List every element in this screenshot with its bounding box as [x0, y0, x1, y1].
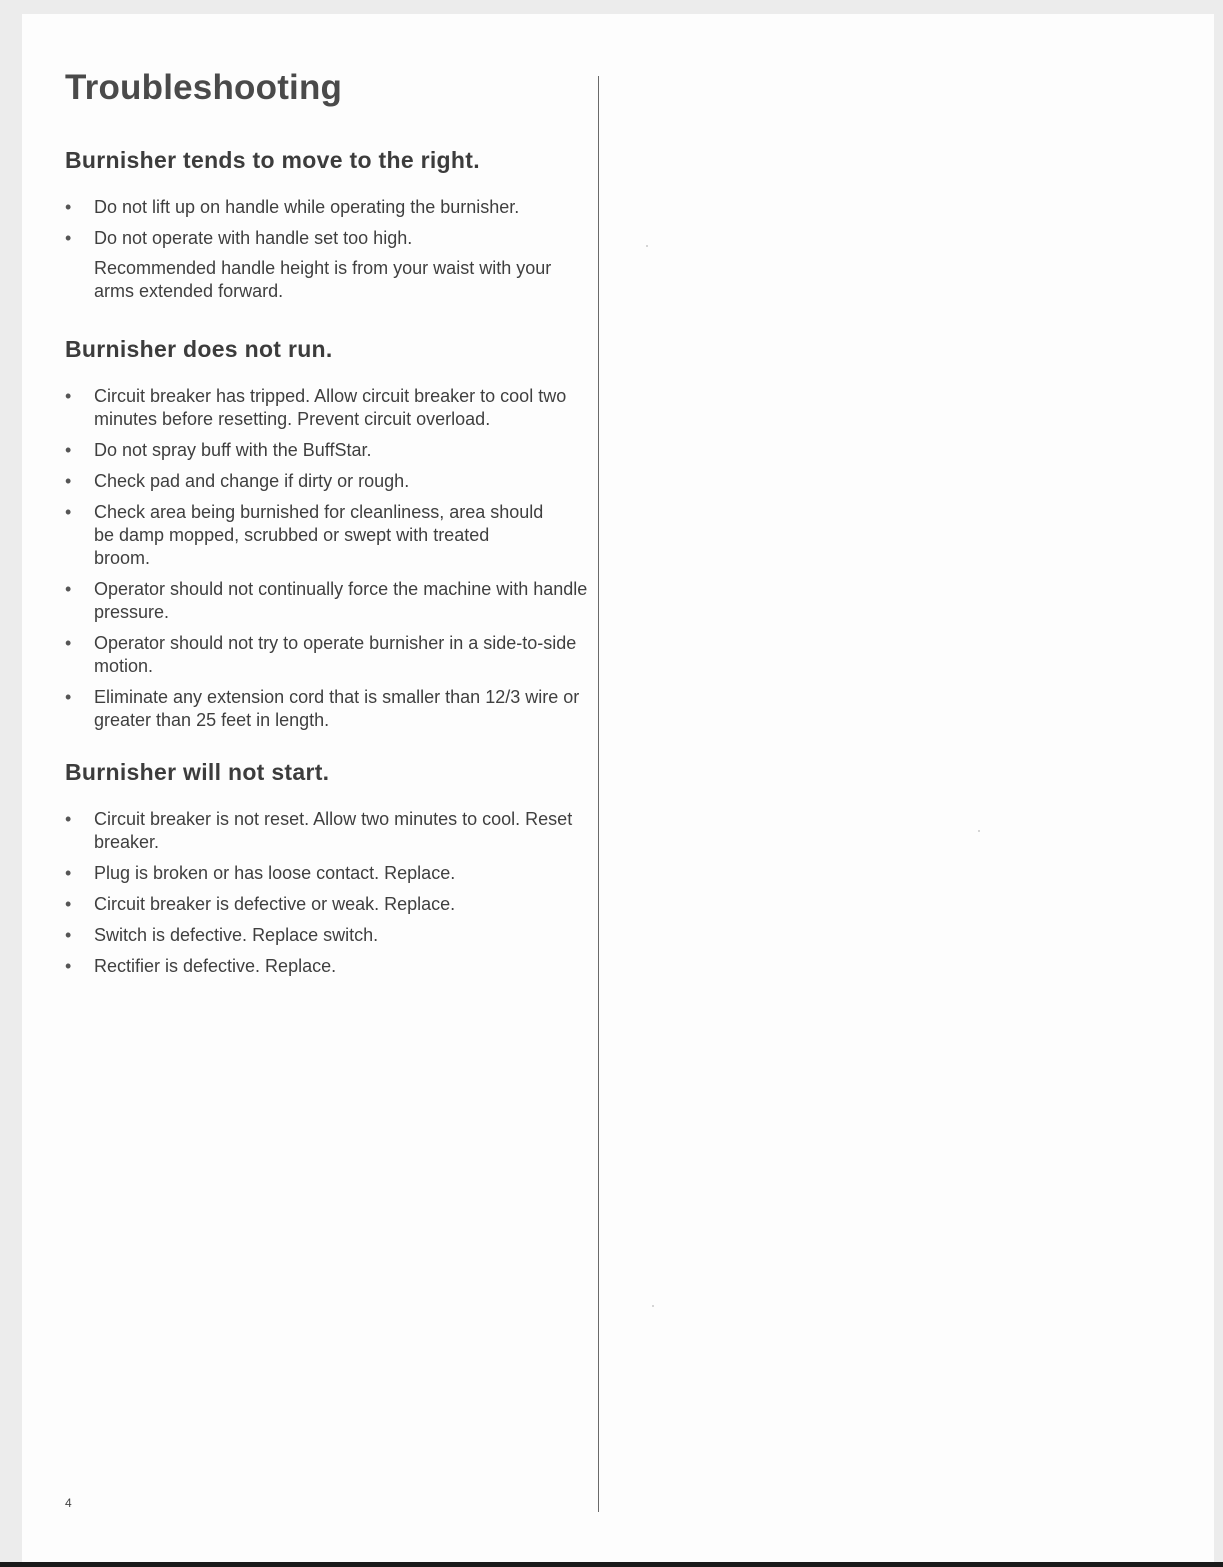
- column-divider: [598, 76, 599, 1512]
- bullet-list: [65, 196, 590, 303]
- list-item: [65, 893, 590, 916]
- list-item: [65, 196, 590, 219]
- bullet-icon: •: [65, 809, 72, 829]
- scan-speck: [978, 830, 980, 832]
- bullet-icon: •: [65, 502, 72, 522]
- bullet-icon: •: [65, 197, 72, 217]
- list-item-note: [65, 257, 574, 303]
- scan-edge: [0, 1562, 1223, 1567]
- list-item: [65, 501, 544, 570]
- section-heading: Burnisher does not run.: [65, 336, 333, 362]
- bullet-icon: •: [65, 956, 72, 976]
- item-text: Switch is defective. Replace switch.: [94, 925, 379, 945]
- item-text: Do not spray buff with the BuffStar.: [94, 440, 372, 460]
- item-text: Circuit breaker is defective or weak. Replace.: [94, 894, 456, 914]
- item-text: Circuit breaker is not reset. Allow two minutes to cool. Reset breaker.: [94, 809, 573, 852]
- item-text: Eliminate any extension cord that is smaller than 12/3 wire or greater than 25 feet in length.: [94, 687, 580, 730]
- page-title: Troubleshooting: [65, 68, 343, 107]
- list-item: [65, 227, 590, 250]
- section-does-not-run: [65, 335, 590, 732]
- bullet-icon: •: [65, 863, 72, 883]
- item-text: Check area being burnished for cleanliness, area should be damp mopped, scrubbed or swept with treated broom.: [94, 502, 544, 568]
- list-item: [65, 862, 590, 885]
- bullet-icon: •: [65, 925, 72, 945]
- bullet-icon: •: [65, 471, 72, 491]
- bullet-icon: •: [65, 579, 72, 599]
- item-text: Rectifier is defective. Replace.: [94, 956, 337, 976]
- section-heading: Burnisher will not start.: [65, 759, 330, 785]
- section-moves-right: [65, 146, 590, 303]
- bullet-icon: •: [65, 440, 72, 460]
- list-item: [65, 578, 590, 624]
- bullet-icon: •: [65, 633, 72, 653]
- item-text: Plug is broken or has loose contact. Replace.: [94, 863, 456, 883]
- bullet-icon: •: [65, 228, 72, 248]
- list-item: [65, 470, 590, 493]
- item-text: Check pad and change if dirty or rough.: [94, 471, 410, 491]
- scan-speck: [646, 245, 648, 247]
- bullet-icon: •: [65, 894, 72, 914]
- item-text: Operator should not try to operate burnisher in a side-to-side motion.: [94, 633, 577, 676]
- section-heading: Burnisher tends to move to the right.: [65, 147, 480, 173]
- item-text: Circuit breaker has tripped. Allow circuit breaker to cool two minutes before resetting. Prevent circuit overload.: [94, 386, 567, 429]
- list-item: [65, 808, 590, 854]
- item-text: Recommended handle height is from your waist with your arms extended forward.: [94, 258, 552, 301]
- section-will-not-start: [65, 758, 590, 978]
- page-number: 4: [65, 1496, 72, 1510]
- bullet-icon: •: [65, 687, 72, 707]
- item-text: Do not lift up on handle while operating the burnisher.: [94, 197, 520, 217]
- bullet-list: [65, 385, 590, 732]
- list-item: [65, 686, 584, 732]
- item-text: Do not operate with handle set too high.: [94, 228, 413, 248]
- list-item: [65, 385, 590, 431]
- item-text: Operator should not continually force the machine with handle pressure.: [94, 579, 588, 622]
- bullet-icon: •: [65, 386, 72, 406]
- scan-speck: [652, 1305, 654, 1307]
- list-item: [65, 632, 590, 678]
- bullet-list: [65, 808, 590, 978]
- list-item: [65, 955, 590, 978]
- main-column: [65, 66, 590, 1002]
- list-item: [65, 924, 590, 947]
- list-item: [65, 439, 590, 462]
